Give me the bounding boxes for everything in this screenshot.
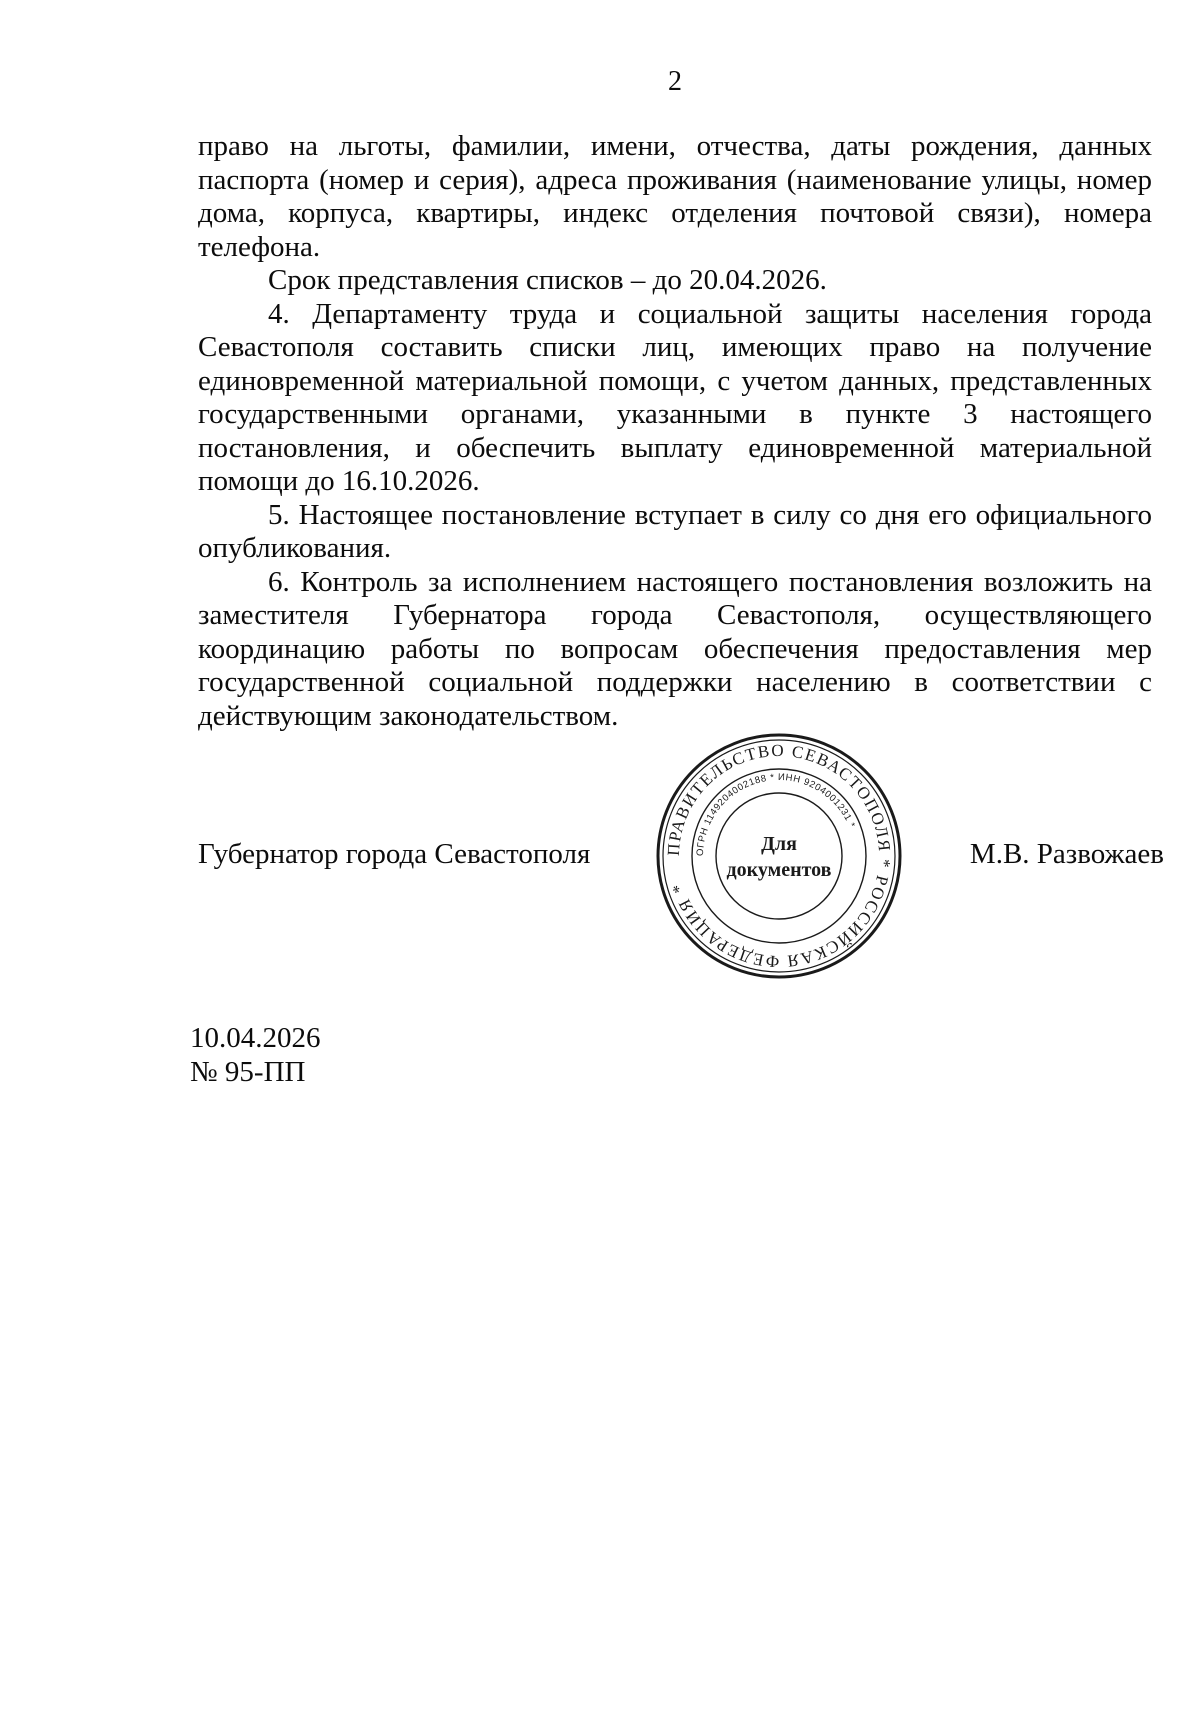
- seal-inner-ring: [716, 793, 842, 919]
- document-date: 10.04.2026: [190, 1022, 321, 1054]
- seal-outer-ring: [658, 735, 900, 977]
- seal-center-line-2: документов: [726, 859, 832, 881]
- seal-middle-ring: [692, 769, 866, 943]
- page-number: 2: [668, 66, 682, 97]
- signer-name: М.В. Развожаев: [969, 838, 1164, 870]
- paragraph-item-4: 4. Департаменту труда и социальной защиты населения города Севастополя составить списки лиц, имеющих право на получение единовременной материальной помощи, с учетом данных, представленных государственными органами, указанными в пункте 3 настоящего постановления, и обеспечить выплату единовременной материальной помощи до 16.10.2026.: [198, 297, 1152, 497]
- seal-inner-text: ОГРН 1149204002188 * ИНН 9204001231 *: [694, 771, 858, 857]
- signer-title: Губернатор города Севастополя: [198, 838, 591, 870]
- paragraph-item-5: 5. Настоящее постановление вступает в силу со дня его официального опубликования.: [198, 498, 1152, 564]
- paragraph-item-6: 6. Контроль за исполнением настоящего постановления возложить на заместителя Губернатора города Севастополя, осуществляющего координацию работы по вопросам обеспечения предоставления мер государственной социальной поддержки населению в соответствии с действующим законодательством.: [198, 565, 1152, 732]
- seal-outer-text: ПРАВИТЕЛЬСТВО СЕВАСТОПОЛЯ * РОССИЙСКАЯ ФЕДЕРАЦИЯ *: [663, 740, 895, 972]
- document-registration: [190, 1021, 321, 1089]
- paragraph-continuation: право на льготы, фамилии, имени, отчества, даты рождения, данных паспорта (номер и серия), адреса проживания (наименование улицы, номер дома, корпуса, квартиры, индекс отделения почтовой связи), номера телефона.: [198, 130, 1152, 263]
- document-body: [198, 130, 1152, 733]
- paragraph-deadline: Срок представления списков – до 20.04.2026.: [268, 264, 827, 296]
- official-seal: [653, 730, 905, 982]
- seal-center-line-1: Для: [761, 833, 797, 855]
- document-number: № 95-ПП: [190, 1056, 306, 1088]
